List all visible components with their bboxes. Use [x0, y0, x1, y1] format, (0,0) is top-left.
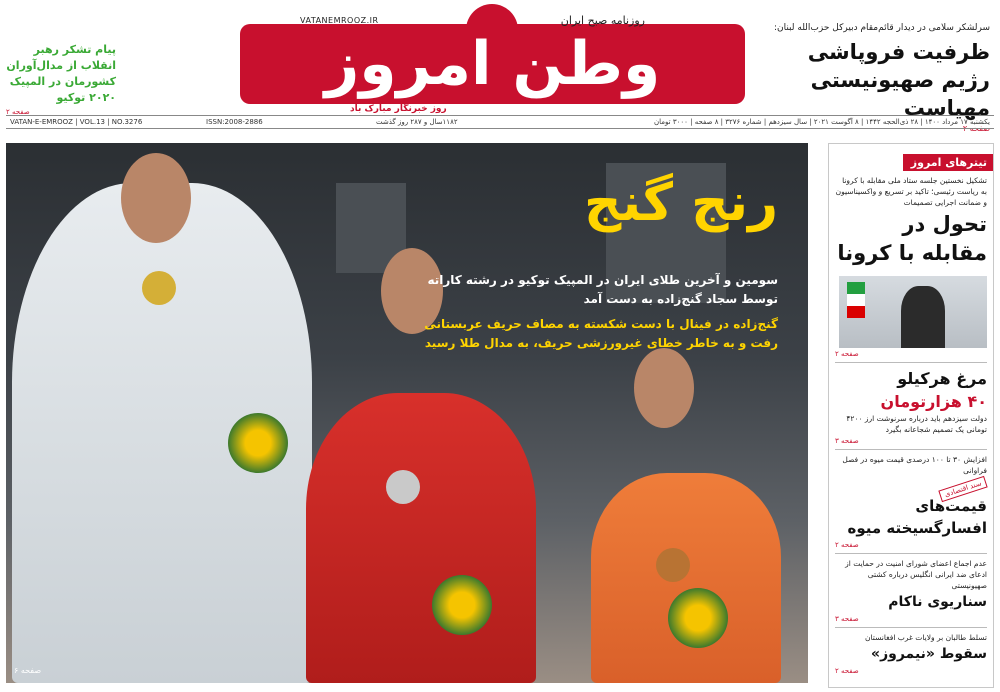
story-headline-price: ۴۰ هزارتومان [880, 392, 987, 411]
story-page: صفحه ۳ [835, 437, 859, 445]
main-photo[interactable] [6, 143, 808, 683]
sidebar-story-chicken[interactable] [835, 367, 987, 445]
sidebar-story-fruit[interactable] [835, 454, 987, 549]
story-headline: سناریوی ناکام [888, 594, 987, 610]
right-teaser-page: صفحه ۲ [962, 124, 990, 133]
divider [835, 627, 987, 628]
flower-bouquet-icon [432, 575, 492, 635]
athlete-bronze-head [634, 348, 694, 428]
athlete-bronze-figure [591, 473, 781, 683]
athlete-gold-head [121, 153, 191, 243]
logo-tagline: روزنامه صبح ایران [560, 14, 645, 27]
athlete-silver-figure [306, 393, 536, 683]
masthead-left-teaser[interactable] [6, 42, 116, 116]
story-kicker: عدم اجماع اعضای شورای امنیت در حمایت از ادعای ضد ایرانی انگلیس درباره کشتی صهیونیستی [845, 559, 987, 590]
story-page: صفحه ۲ [835, 541, 859, 549]
stamp-badge: سند اقتصادی [938, 476, 987, 502]
divider [835, 449, 987, 450]
main-subheadline-line1: سومین و آخرین طلای ایران در المپیک توکیو در رشته کاراته توسط سجاد گنج‌زاده به دست آمد [427, 273, 778, 306]
story-kicker: تسلط طالبان بر ولایات غرب افغانستان [865, 633, 987, 642]
issue-elapsed: ۱۱۸۲سال و ۲۸۷ روز گذشت [376, 118, 458, 126]
person-figure [901, 286, 945, 348]
main-subheadline-line2: گنج‌زاده در فینال با دست شکسته به مصاف حریف عربستانی رفت و به خاطر خطای غیرورزشی حریف، به مدال طلا رسید [424, 317, 778, 350]
headlines-sidebar [828, 143, 994, 688]
main-headline: رنج گنج [584, 173, 778, 233]
divider [835, 553, 987, 554]
story-page: صفحه ۲ [835, 350, 859, 358]
story-headline: سقوط «نیمروز» [871, 646, 987, 662]
main-subheadline [418, 271, 778, 353]
story-page: صفحه ۳ [835, 615, 859, 623]
story-photo [839, 276, 987, 348]
story-kicker: تشکیل نخستین جلسه ستاد ملی مقابله با کرونا به ریاست رئیسی؛ تاکید بر تسریع و واکسیناسیون و ضمانت اجرایی تصمیمات [835, 176, 987, 207]
newspaper-logo[interactable] [240, 4, 745, 114]
flower-bouquet-icon [228, 413, 288, 473]
left-teaser-page: صفحه ۲ [6, 108, 30, 116]
sidebar-story-scenario[interactable] [835, 558, 987, 623]
story-headline: مرغ هرکیلو [897, 369, 987, 388]
left-teaser-text: پیام تشکر رهبر انقلاب از مدال‌آوران کشورمان در المپیک ۲۰۲۰ توکیو [6, 43, 116, 104]
story-page: صفحه ۲ [835, 667, 859, 675]
main-photo-page: صفحه ۶ [14, 666, 42, 675]
issue-issn: ISSN:2008-2886 [206, 118, 263, 126]
gold-medal-icon [142, 271, 176, 305]
divider [835, 362, 987, 363]
masthead [0, 0, 1000, 133]
bronze-medal-icon [656, 548, 690, 582]
right-teaser-kicker: سرلشکر سلامی در دیدار قائم‌مقام دبیرکل حزب‌الله لبنان: [773, 23, 990, 33]
issue-info-en: VATAN-E-EMROOZ | VOL.13 | NO.3276 [10, 118, 143, 126]
story-summary: دولت سیزدهم باید درباره سرنوشت ارز ۴۲۰۰ تومانی یک تصمیم شجاعانه بگیرد [846, 414, 987, 434]
right-teaser-headline: ظرفیت فروپاشی رژیم صهیونیستی مهیاست [807, 40, 990, 120]
issue-info-bar [6, 115, 994, 129]
sidebar-story-corona[interactable] [835, 175, 987, 358]
iran-flag-icon [847, 282, 865, 318]
silver-medal-icon [386, 470, 420, 504]
flower-bouquet-icon [668, 588, 728, 648]
sidebar-story-nimruz[interactable] [835, 632, 987, 675]
logo-wordmark: وطن امروز [240, 24, 745, 104]
sidebar-header: تیترهای امروز [903, 154, 993, 171]
story-headline: قیمت‌های افسارگسیخته میوه [847, 497, 987, 537]
story-headline: تحول در مقابله با کرونا [837, 212, 987, 265]
story-kicker: افزایش ۳۰ تا ۱۰۰ درصدی قیمت میوه در فصل فراوانی [842, 455, 987, 475]
logo-foot: روز خبرنگار مبارک باد [350, 104, 447, 114]
issue-info-fa: یکشنبه ۱۷ مرداد ۱۴۰۰ | ۲۸ ذی‌الحجه ۱۴۴۲ | ۸ آگوست ۲۰۲۱ | سال سیزدهم | شماره ۳۲۷۶ | ۸ صفحه | ۳۰۰۰ تومان [654, 118, 990, 126]
logo-url: VATANEMROOZ.IR [300, 16, 379, 25]
